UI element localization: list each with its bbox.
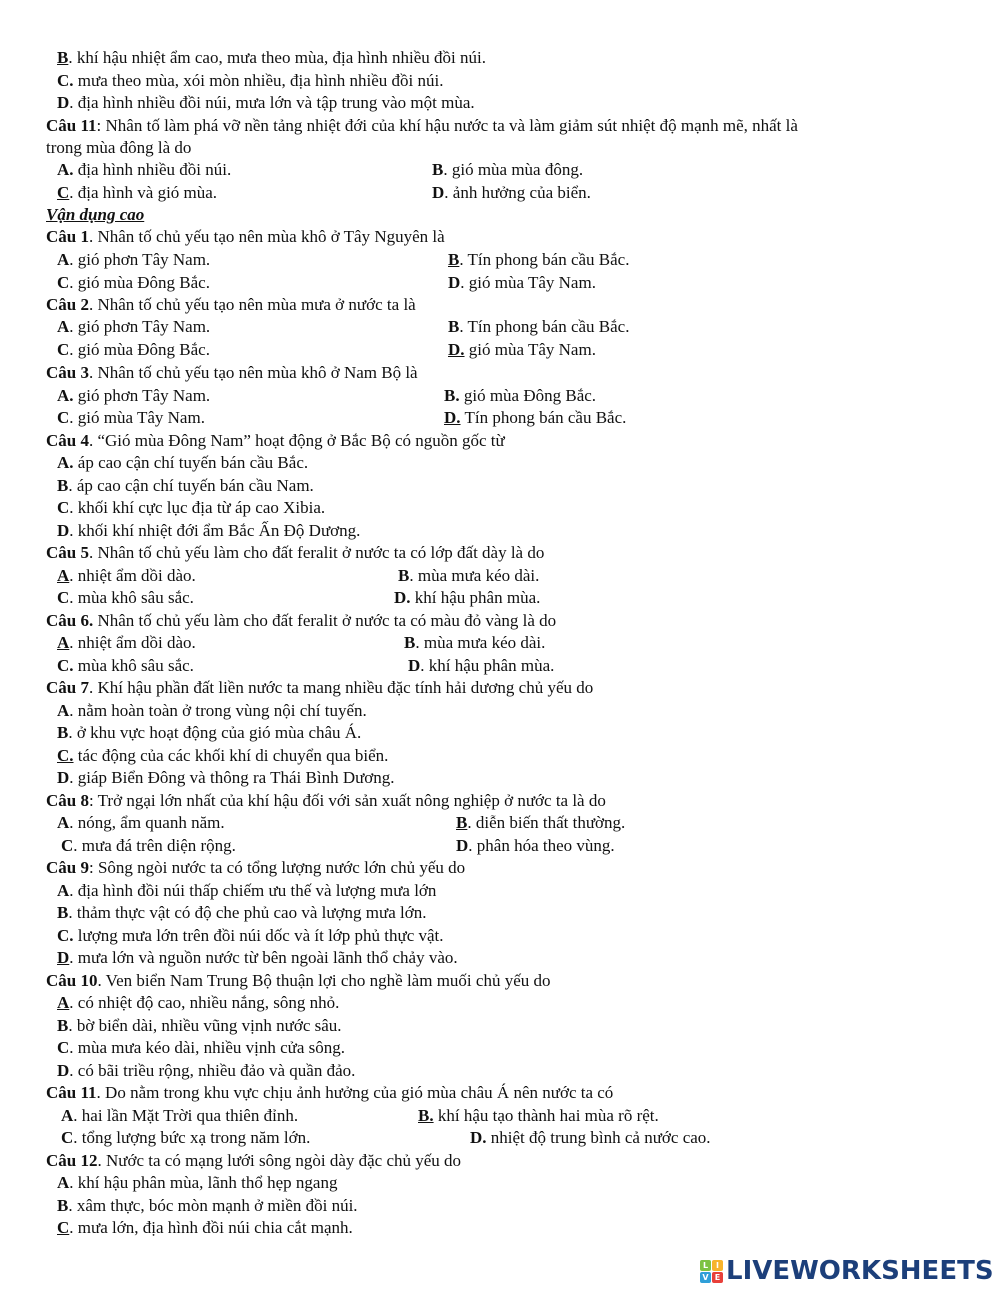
question-label: Câu 5 (46, 543, 89, 562)
option-letter: D. (394, 588, 411, 607)
option-text: . gió mùa mùa đông. (443, 160, 584, 179)
option-text: gió phơn Tây Nam. (73, 386, 211, 405)
option-b (404, 632, 545, 654)
option-text: . bờ biển dài, nhiều vũng vịnh nước sâu. (68, 1016, 342, 1035)
question-text: . Nhân tố chủ yếu tạo nên mùa khô ở Tây Nguyên là (88, 227, 445, 246)
option-text: . nhiệt ẩm dồi dào. (69, 566, 196, 585)
option-a (57, 565, 196, 587)
question-text: . Nhân tố chủ yếu tạo nên mùa khô ở Nam Bộ là (88, 363, 418, 382)
option-c (57, 1217, 353, 1239)
option-text: . thảm thực vật có độ che phủ cao và lượng mưa lớn. (68, 903, 427, 922)
option-text: . địa hình nhiều đồi núi, mưa lớn và tập trung vào một mùa. (69, 93, 475, 112)
option-b (398, 565, 539, 587)
option-text: khí hậu tạo thành hai mùa rõ rệt. (433, 1106, 659, 1125)
option-letter: D (57, 948, 70, 967)
question-text: trong mùa đông là do (46, 138, 192, 157)
option-text: tác động của các khối khí di chuyển qua biển. (73, 746, 389, 765)
option-a (57, 632, 196, 654)
option-text: . mùa mưa kéo dài. (409, 566, 540, 585)
question-label: Câu 3 (46, 363, 89, 382)
question-stem-cont (46, 137, 191, 159)
option-text: . địa hình đồi núi thấp chiếm ưu thế và lượng mưa lớn (69, 881, 437, 900)
option-text: . mùa mưa kéo dài. (415, 633, 546, 652)
question-stem (46, 1150, 461, 1172)
liveworksheets-logo (700, 1256, 994, 1286)
option-text: . mưa đá trên diện rộng. (73, 836, 236, 855)
option-letter: B (57, 48, 69, 67)
option-letter: C (57, 588, 70, 607)
option-c (57, 272, 210, 294)
option-text: khí hậu phân mùa. (410, 588, 541, 607)
option-letter: A. (57, 453, 74, 472)
option-text: . hai lần Mặt Trời qua thiên đỉnh. (73, 1106, 299, 1125)
option-letter: D (57, 521, 70, 540)
question-label: Câu 2 (46, 295, 89, 314)
question-stem (46, 362, 418, 384)
option-d (448, 339, 596, 361)
option-c (57, 925, 444, 947)
option-letter: B (57, 723, 69, 742)
question-label: Câu 9 (46, 858, 89, 877)
option-c (57, 1037, 345, 1059)
question-label: Câu 6. (46, 611, 94, 630)
question-stem (46, 294, 416, 316)
option-text: . gió phơn Tây Nam. (69, 250, 211, 269)
option-c (57, 182, 217, 204)
option-d (444, 407, 626, 429)
option-letter: D (456, 836, 469, 855)
option-letter: A (57, 633, 70, 652)
option-letter: B (456, 813, 468, 832)
option-letter: A (57, 993, 70, 1012)
option-c (57, 655, 194, 677)
option-text: . khí hậu nhiệt ẩm cao, mưa theo mùa, địa hình nhiều đồi núi. (68, 48, 486, 67)
option-text: . áp cao cận chí tuyến bán cầu Nam. (68, 476, 314, 495)
question-label: Câu 1 (46, 227, 89, 246)
option-letter: C (57, 273, 70, 292)
question-label: Câu 7 (46, 678, 89, 697)
option-letter: A (57, 881, 70, 900)
question-stem (46, 115, 798, 137)
question-stem (46, 970, 550, 992)
option-text: . khối khí nhiệt đới ẩm Bắc Ấn Độ Dương. (69, 521, 361, 540)
option-a (57, 159, 231, 181)
option-text: gió mùa Tây Nam. (464, 340, 596, 359)
question-label: Câu 10 (46, 971, 98, 990)
option-letter: D (448, 273, 461, 292)
option-d (57, 767, 395, 789)
option-letter: C (61, 836, 74, 855)
option-letter: A (57, 1173, 70, 1192)
question-text: . Nhân tố chủ yếu làm cho đất feralit ở nước ta có lớp đất dày là do (88, 543, 545, 562)
question-stem (46, 610, 556, 632)
option-letter: A (61, 1106, 74, 1125)
option-d (432, 182, 591, 204)
option-text: mùa khô sâu sắc. (73, 656, 194, 675)
option-letter: C (57, 340, 70, 359)
option-a (57, 992, 339, 1014)
option-d (57, 520, 360, 542)
question-label: Câu 11 (46, 1083, 97, 1102)
option-a (57, 700, 367, 722)
question-text: : Nhân tố làm phá vỡ nền tảng nhiệt đới của khí hậu nước ta và làm giảm sút nhiệt độ mạnh mẽ, nhất là (96, 116, 798, 135)
option-letter: C (57, 1218, 70, 1237)
option-letter: C. (57, 926, 74, 945)
option-c (57, 339, 210, 361)
option-text: . mùa mưa kéo dài, nhiều vịnh cửa sông. (69, 1038, 346, 1057)
option-letter: D (432, 183, 445, 202)
option-letter: C (57, 1038, 70, 1057)
question-stem (46, 226, 445, 248)
option-letter: B (57, 903, 69, 922)
tile-l: L (700, 1260, 711, 1271)
option-letter: C (57, 183, 70, 202)
tile-v: V (700, 1272, 711, 1283)
question-text: : Sông ngòi nước ta có tổng lượng nước lớn chủ yếu do (88, 858, 466, 877)
option-d (57, 1060, 355, 1082)
option-c (57, 587, 194, 609)
option-text: . diễn biến thất thường. (467, 813, 626, 832)
option-text: mưa theo mùa, xói mòn nhiều, địa hình nhiều đồi núi. (73, 71, 444, 90)
question-text: . Khí hậu phần đất liền nước ta mang nhiều đặc tính hải dương chủ yếu do (88, 678, 594, 697)
question-text: . Nhân tố chủ yếu tạo nên mùa mưa ở nước ta là (88, 295, 416, 314)
option-d (394, 587, 540, 609)
option-letter: C. (57, 656, 74, 675)
question-text: . Ven biển Nam Trung Bộ thuận lợi cho nghề làm muối chủ yếu do (97, 971, 551, 990)
option-b (57, 722, 361, 744)
option-letter: A (57, 250, 70, 269)
option-b (57, 47, 486, 69)
option-text: . gió mùa Tây Nam. (69, 408, 205, 427)
option-letter: D. (470, 1128, 487, 1147)
option-text: . nhiệt ẩm dồi dào. (69, 633, 196, 652)
option-text: . nóng, ẩm quanh năm. (69, 813, 225, 832)
option-letter: D (57, 1061, 70, 1080)
option-text: nhiệt độ trung bình cả nước cao. (486, 1128, 711, 1147)
option-a (61, 1105, 298, 1127)
option-d (448, 272, 596, 294)
option-letter: A (57, 813, 70, 832)
question-label: Câu 11 (46, 116, 97, 135)
option-text: . khí hậu phân mùa, lãnh thổ hẹp ngang (69, 1173, 338, 1192)
option-letter: D. (444, 408, 461, 427)
option-text: . gió mùa Đông Bắc. (69, 340, 210, 359)
option-d (456, 835, 615, 857)
option-letter: B (398, 566, 410, 585)
option-a (57, 812, 225, 834)
option-letter: C. (57, 71, 74, 90)
option-text: . ảnh hưởng của biển. (444, 183, 591, 202)
option-d (57, 947, 458, 969)
section-heading: Vận dụng cao (46, 205, 145, 224)
option-text: . địa hình và gió mùa. (69, 183, 218, 202)
option-c (57, 70, 443, 92)
option-letter: A. (57, 386, 74, 405)
option-text: . tổng lượng bức xạ trong năm lớn. (73, 1128, 311, 1147)
option-c (61, 835, 236, 857)
option-text: gió mùa Đông Bắc. (459, 386, 597, 405)
option-b (448, 249, 629, 271)
option-text: . Tín phong bán cầu Bắc. (459, 317, 630, 336)
option-text: . ở khu vực hoạt động của gió mùa châu Á. (68, 723, 362, 742)
option-b (432, 159, 583, 181)
option-a (57, 316, 210, 338)
option-b (418, 1105, 659, 1127)
option-c (57, 407, 205, 429)
option-text: . gió phơn Tây Nam. (69, 317, 211, 336)
option-text: . mùa khô sâu sắc. (69, 588, 194, 607)
option-letter: D (57, 768, 70, 787)
option-text: . có bãi triều rộng, nhiều đảo và quần đảo. (69, 1061, 356, 1080)
question-stem (46, 857, 465, 879)
question-stem (46, 1082, 613, 1104)
option-letter: B. (444, 386, 460, 405)
option-a (57, 385, 210, 407)
tile-i: I (712, 1260, 723, 1271)
option-letter: B (432, 160, 444, 179)
option-letter: D (57, 93, 70, 112)
question-stem (46, 430, 505, 452)
option-text: . gió mùa Tây Nam. (460, 273, 596, 292)
option-letter: C (61, 1128, 74, 1147)
option-letter: C. (57, 746, 74, 765)
option-text: . Tín phong bán cầu Bắc. (459, 250, 630, 269)
question-text: Nhân tố chủ yếu làm cho đất feralit ở nước ta có màu đỏ vàng là do (93, 611, 557, 630)
option-text: Tín phong bán cầu Bắc. (460, 408, 627, 427)
question-label: Câu 4 (46, 431, 89, 450)
option-letter: B. (418, 1106, 434, 1125)
option-letter: C (57, 408, 70, 427)
option-letter: B (448, 250, 460, 269)
live-tiles-icon (700, 1260, 723, 1283)
option-c (57, 745, 388, 767)
option-d (408, 655, 554, 677)
question-stem (46, 542, 544, 564)
question-text: . “Gió mùa Đông Nam” hoạt động ở Bắc Bộ có nguồn gốc từ (88, 431, 505, 450)
question-label: Câu 8 (46, 791, 89, 810)
option-letter: A. (57, 160, 74, 179)
option-letter: A (57, 566, 70, 585)
question-text: . Nước ta có mạng lưới sông ngòi dày đặc chủ yếu do (97, 1151, 462, 1170)
option-a (57, 880, 436, 902)
option-d (57, 92, 475, 114)
option-text: lượng mưa lớn trên đồi núi dốc và ít lớp phủ thực vật. (73, 926, 444, 945)
question-text: . Do nằm trong khu vực chịu ảnh hưởng của gió mùa châu Á nên nước ta có (96, 1083, 614, 1102)
option-text: . khối khí cực lục địa từ áp cao Xibia. (69, 498, 326, 517)
option-c (61, 1127, 310, 1149)
option-text: . gió mùa Đông Bắc. (69, 273, 210, 292)
option-text: . khí hậu phân mùa. (420, 656, 555, 675)
option-letter: B (57, 1196, 69, 1215)
option-text: . mưa lớn và nguồn nước từ bên ngoài lãnh thổ chảy vào. (69, 948, 458, 967)
option-text: . mưa lớn, địa hình đồi núi chia cắt mạnh. (69, 1218, 353, 1237)
option-b (57, 1195, 358, 1217)
option-letter: B (448, 317, 460, 336)
question-label: Câu 12 (46, 1151, 98, 1170)
option-letter: A (57, 317, 70, 336)
option-a (57, 249, 210, 271)
option-a (57, 1172, 337, 1194)
option-b (57, 1015, 342, 1037)
option-letter: D. (448, 340, 465, 359)
option-b (448, 316, 629, 338)
option-d (470, 1127, 711, 1149)
question-stem (46, 790, 606, 812)
option-c (57, 497, 325, 519)
option-text: địa hình nhiều đồi núi. (73, 160, 232, 179)
logo-text: LIVEWORKSHEETS (726, 1256, 994, 1286)
question-text: : Trở ngại lớn nhất của khí hậu đối với sản xuất nông nghiệp ở nước ta là do (88, 791, 606, 810)
option-letter: A (57, 701, 70, 720)
option-text: . giáp Biển Đông và thông ra Thái Bình Dương. (69, 768, 395, 787)
tile-e: E (712, 1272, 723, 1283)
option-letter: B (404, 633, 416, 652)
option-b (57, 475, 314, 497)
option-letter: B (57, 1016, 69, 1035)
option-text: . có nhiệt độ cao, nhiều nắng, sông nhỏ. (69, 993, 340, 1012)
option-b (57, 902, 426, 924)
option-b (456, 812, 625, 834)
option-letter: C (57, 498, 70, 517)
option-text: . phân hóa theo vùng. (468, 836, 615, 855)
option-b (444, 385, 596, 407)
option-text: áp cao cận chí tuyến bán cầu Bắc. (73, 453, 309, 472)
option-a (57, 452, 308, 474)
option-text: . xâm thực, bóc mòn mạnh ở miền đồi núi. (68, 1196, 358, 1215)
question-stem (46, 677, 593, 699)
option-text: . nằm hoàn toàn ở trong vùng nội chí tuyến. (69, 701, 367, 720)
option-letter: B (57, 476, 69, 495)
option-letter: D (408, 656, 421, 675)
